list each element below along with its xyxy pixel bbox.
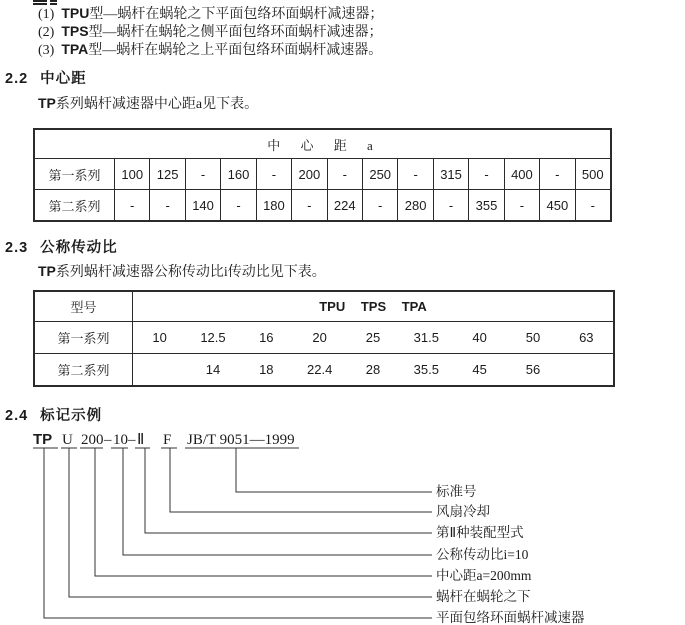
list-item-tps (38, 22, 383, 42)
row-label: 第一系列 (48, 167, 101, 183)
table-row (35, 158, 610, 189)
table-row (35, 189, 610, 220)
item-number: (3) (38, 43, 55, 58)
callout-label-ratio: 公称传动比i=10 (436, 547, 529, 562)
table-row (35, 353, 613, 385)
paragraph-center-distance (38, 93, 258, 113)
row-label: 第二系列 (35, 354, 133, 385)
callout-label-standard: 标准号 (436, 484, 477, 499)
table-cell: 500 (575, 159, 610, 189)
table-cell: 160 (220, 159, 255, 189)
code-dash: – (104, 432, 112, 448)
table-cell: 63 (579, 330, 594, 345)
table-cell: 25 (365, 330, 381, 345)
table-row (35, 321, 613, 353)
table-cell: 45 (472, 362, 487, 377)
table-cell: - (433, 190, 468, 220)
table-cell: 35.5 (413, 362, 439, 377)
item-number: (1) (38, 7, 55, 22)
section-heading-ratio (5, 236, 118, 257)
item-number: (2) (38, 25, 55, 40)
table-cell: - (256, 159, 291, 189)
callout-line-assembly (145, 448, 432, 533)
code-token-standard: JB/T 9051—1999 (187, 432, 295, 448)
section-title: 中心距 (40, 71, 87, 87)
table-cell: 16 (259, 330, 274, 345)
section-title: 公称传动比 (40, 240, 118, 256)
table-cell: - (220, 190, 255, 220)
table-cell: 355 (468, 190, 503, 220)
header-label: 型号 (35, 292, 133, 321)
row-cells (114, 159, 610, 189)
series-code: TP (38, 263, 56, 279)
section-title: 标记示例 (40, 408, 103, 424)
section-number: 2.4 (5, 408, 29, 424)
section-heading-marking-example (5, 404, 102, 425)
model-code: TPS (61, 23, 89, 39)
callout-label-reducer-type: 平面包络环面蜗杆减速器 (436, 610, 585, 625)
table-cell: 10 (152, 330, 167, 345)
table-cell (133, 354, 186, 385)
paragraph-ratio (38, 261, 326, 281)
code-dash: – (128, 432, 136, 448)
model-code: TPA (61, 41, 89, 57)
code-token-f: F (163, 432, 172, 448)
row-label: 第一系列 (35, 322, 133, 353)
paragraph-text: 系列蜗杆减速器中心距a见下表。 (55, 97, 259, 112)
callout-label-assembly: 第Ⅱ种装配型式 (436, 525, 524, 540)
section-number: 2.3 (5, 240, 29, 256)
table-cell: 22.4 (307, 362, 333, 377)
table-cell: - (327, 159, 362, 189)
row-cells (133, 354, 613, 385)
callout-label-center-distance: 中心距a=200mm (436, 568, 532, 583)
list-item-tpu (38, 4, 383, 24)
table-cell: 450 (539, 190, 574, 220)
callout-line-fan (170, 448, 432, 512)
table-cell: 40 (472, 330, 487, 345)
table-cell: - (149, 190, 184, 220)
table-cell: - (468, 159, 503, 189)
table-cell: - (291, 190, 326, 220)
table-cell: 315 (433, 159, 468, 189)
item-text: 型—蜗杆在蜗轮之上平面包络环面蜗杆减速器。 (88, 43, 383, 58)
code-token-10: 10 (113, 432, 128, 448)
table-cell: 125 (149, 159, 184, 189)
table-cell: 224 (327, 190, 362, 220)
callout-line-standard (236, 448, 432, 492)
table-cell: 28 (365, 362, 381, 377)
table-cell: - (185, 159, 220, 189)
table-cell: 18 (259, 362, 274, 377)
model-code: TPU (61, 5, 90, 21)
table-header-row (35, 292, 613, 321)
table-cell: - (539, 159, 574, 189)
table-cell: 200 (291, 159, 326, 189)
row-label: 第二系列 (48, 198, 101, 214)
table-cell: 12.5 (200, 330, 226, 345)
table-cell: - (114, 190, 149, 220)
table-cell: - (504, 190, 539, 220)
table-cell: 56 (525, 362, 541, 377)
code-token-u: U (62, 432, 73, 448)
callout-label-fan: 风扇冷却 (436, 504, 490, 519)
center-distance-table (33, 128, 612, 222)
series-code: TP (38, 95, 56, 111)
callout-line-ratio (123, 448, 432, 555)
paragraph-text: 系列蜗杆减速器公称传动比i传动比见下表。 (55, 265, 326, 280)
table-cell (560, 354, 613, 385)
section-number: 2.2 (5, 71, 29, 87)
table-header-center-distance: 中 心 距 a (267, 137, 378, 153)
row-cells (133, 322, 613, 353)
table-cell: 140 (185, 190, 220, 220)
header-models: TPU TPS TPA (319, 299, 427, 314)
table-cell: 14 (205, 362, 221, 377)
row-cells (114, 190, 610, 220)
item-text: 型—蜗杆在蜗轮之下平面包络环面蜗杆减速器； (89, 7, 384, 22)
table-cell: 180 (256, 190, 291, 220)
table-cell: 280 (397, 190, 432, 220)
table-cell: - (362, 190, 397, 220)
callout-label-worm-position: 蜗杆在蜗轮之下 (436, 589, 531, 604)
table-cell: 20 (312, 330, 327, 345)
transmission-ratio-table (33, 290, 615, 387)
table-cell: - (575, 190, 610, 220)
table-cell: 100 (114, 159, 149, 189)
code-token-tp: TP (33, 431, 53, 448)
code-token-200: 200 (81, 432, 104, 448)
item-text: 型—蜗杆在蜗轮之侧平面包络环面蜗杆减速器； (88, 25, 383, 40)
section-heading-center-distance (5, 67, 87, 88)
table-cell: 31.5 (413, 330, 439, 345)
table-cell: 400 (504, 159, 539, 189)
table-cell: 250 (362, 159, 397, 189)
table-cell: - (397, 159, 432, 189)
code-token-ii: Ⅱ (137, 432, 145, 448)
list-item-tpa (38, 40, 382, 60)
table-cell: 50 (525, 330, 541, 345)
marking-example-diagram (0, 425, 685, 625)
